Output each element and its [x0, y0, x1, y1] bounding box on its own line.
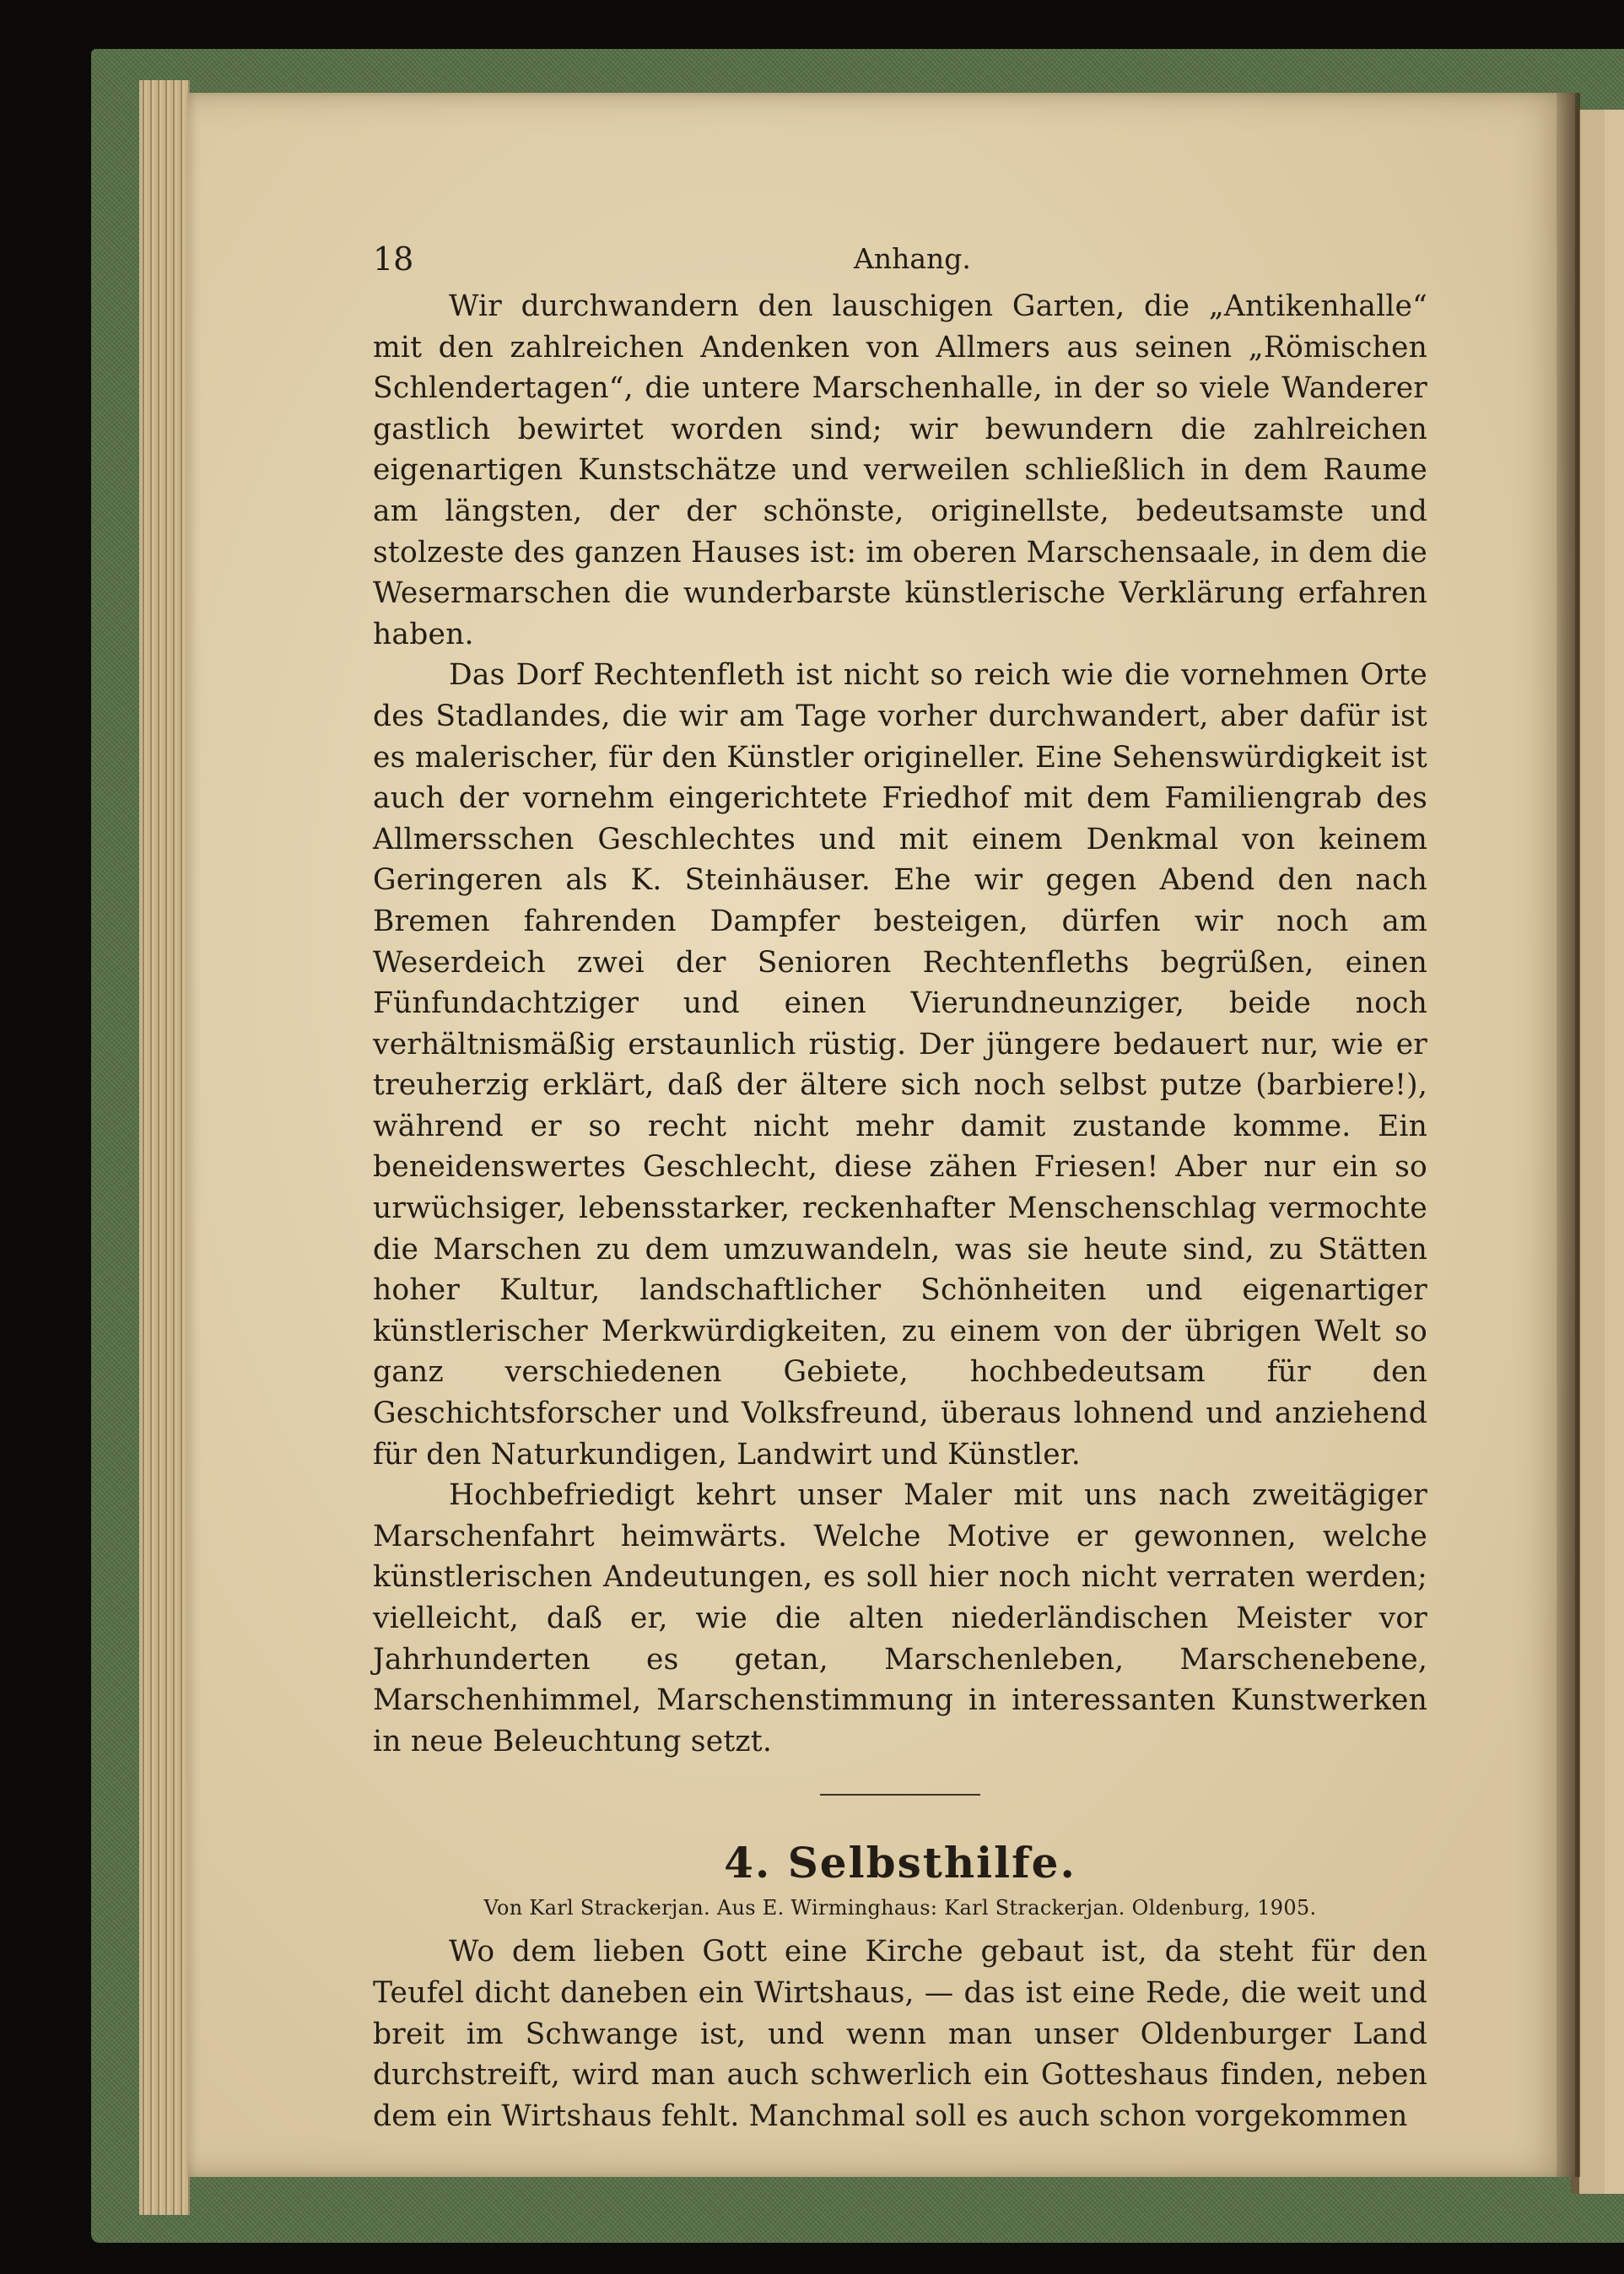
- section-source: Von Karl Strackerjan. Aus E. Wirminghaus: Karl Strackerjan. Oldenburg, 1905.: [483, 1896, 1317, 1920]
- paragraph-2: Das Dorf Rechtenfleth ist nicht so reich wie die vornehmen Orte des Stadlandes, die wir am Tage vorher durchwandert, aber dafür ist es malerischer, für den Künstler origineller. Eine Sehenswürdigkeit ist auch der vornehm eingerichtete Friedhof mit dem Familiengrab des Allmersschen Geschlechtes und mit einem Denkmal von keinem Geringeren als K. Steinhäuser. Ehe wir gegen Abend den nach Bremen fahrenden Dampfer besteigen, dürfen wir noch am Weserdeich zwei der Senioren Rechtenfleths begrüßen, einen Fünfundachtziger und einen Vierundneunziger, beide noch verhältnismäßig erstaunlich rüstig. Der jüngere bedauert nur, wie er treuherzig erklärt, daß der ältere sich noch selbst putze (barbiere!), während er so recht nicht mehr damit zustande komme. Ein beneidenswertes Geschlecht, diese zähen Friesen! Aber nur ein so urwüchsiger, lebensstarker, reckenhafter Menschenschlag vermochte die Marschen zu dem umzuwandeln, was sie heute sind, zu Stätten hoher Kultur, landschaftlicher Schönheiten und eigenartiger künstlerischer Merkwürdigkeiten, zu einem von der übrigen Welt so ganz verschiedenen Gebiete, hochbedeutsam für den Geschichtsforscher und Volksfreund, überaus lohnend und anziehend für den Naturkundigen, Landwirt und Künstler.: [373, 658, 1427, 1472]
- section-divider: [820, 1794, 980, 1796]
- paragraph-3: Hochbefriedigt kehrt unser Maler mit uns nach zweitägiger Marschenfahrt heimwärts. Welche Motive er gewonnen, welche künstlerischen Andeutungen, es soll hier noch nicht verraten werden; vielleicht, daß er, wie die alten niederländischen Meister vor Jahrhunderten es getan, Marschenleben, Marschenebene, Marschenhimmel, Marschenstimmung in interessanten Kunstwerken in neue Beleuchtung setzt.: [373, 1478, 1427, 1758]
- page-number: 18: [373, 240, 414, 278]
- page-gutter: [1557, 93, 1580, 2177]
- page-header: [373, 240, 1427, 286]
- paragraph-1: Wir durchwandern den lauschigen Garten, die „Antikenhalle“ mit den zahlreichen Andenken von Allmers aus seinen „Römischen Schlendertagen“, die untere Marschenhalle, in der so viele Wanderer gastlich bewirtet worden sind; wir bewundern die zahlreichen eigenartigen Kunstschätze und verweilen schließlich in dem Raume am längsten, der der schönste, originellste, bedeutsamste und stolzeste des ganzen Hauses ist: im oberen Marschensaale, in dem die Wesermarschen die wunderbarste künstlerische Verklärung erfahren haben.: [373, 289, 1427, 651]
- section-title: 4. Selbsthilfe.: [724, 1838, 1076, 1888]
- running-title: Anhang.: [854, 242, 971, 275]
- page-edges: [139, 80, 190, 2215]
- section-paragraph: Wo dem lieben Gott eine Kirche gebaut ist, da steht für den Teufel dicht daneben ein Wirtshaus, — das ist eine Rede, die weit und breit im Schwange ist, und wenn man unser Oldenburger Land durchstreift, wird man auch schwerlich ein Gotteshaus finden, neben dem ein Wirtshaus fehlt. Manchmal soll es auch schon vorgekommen: [373, 1935, 1427, 2133]
- page-content: [373, 240, 1427, 2136]
